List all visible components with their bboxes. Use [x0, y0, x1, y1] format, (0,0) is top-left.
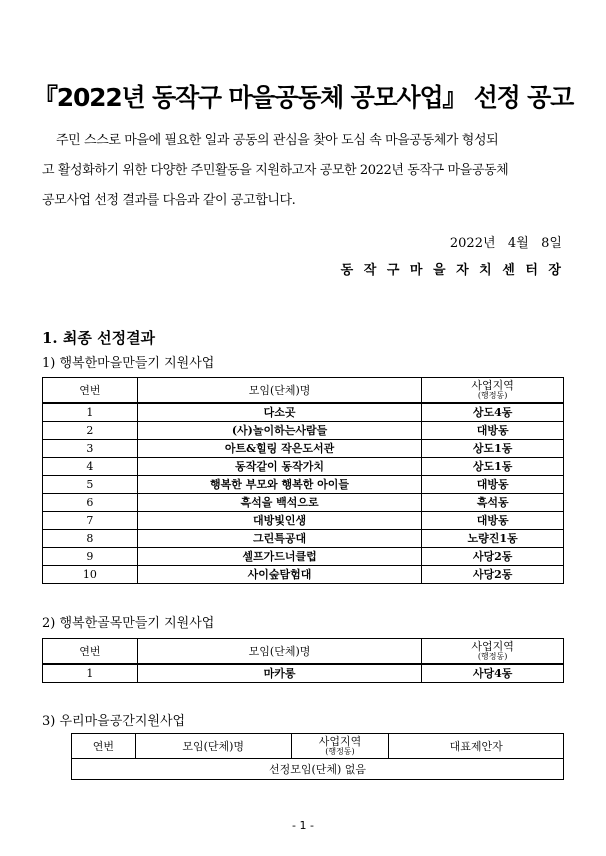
cell-no: 3	[43, 440, 138, 458]
cell-region: 상도4동	[422, 403, 564, 422]
col-header-representative: 대표제안자	[389, 734, 564, 759]
cell-no: 4	[43, 458, 138, 476]
cell-region: 흑석동	[422, 494, 564, 512]
intro-line-2: 고 활성화하기 위한 다양한 주민활동을 지원하고자 공모한 2022년 동작구 마을공동체	[42, 163, 509, 178]
col-header-no: 연번	[43, 639, 138, 665]
section-1-heading: 1. 최종 선정결과	[42, 329, 156, 347]
cell-region: 대방동	[422, 476, 564, 494]
table-row	[43, 440, 564, 458]
table-row	[43, 494, 564, 512]
page-number: - 1 -	[292, 819, 314, 832]
table-row	[43, 422, 564, 440]
cell-region: 사당4동	[422, 664, 564, 683]
subsection-1-heading: 1) 행복한마을만들기 지원사업	[42, 356, 215, 371]
empty-result: 선정모임(단체) 없음	[72, 759, 564, 780]
cell-region: 대방동	[422, 512, 564, 530]
cell-region: 상도1동	[422, 458, 564, 476]
cell-group: 셀프가드너클럽	[137, 548, 421, 566]
table-row	[43, 566, 564, 584]
cell-no: 1	[43, 403, 138, 422]
subsection-2-heading: 2) 행복한골목만들기 지원사업	[42, 616, 215, 631]
table-row	[43, 458, 564, 476]
cell-group: 아트&힐링 작은도서관	[137, 440, 421, 458]
cell-no: 5	[43, 476, 138, 494]
announcement-date: 2022년 4월 8일	[449, 236, 562, 251]
cell-group: 행복한 부모와 행복한 아이들	[137, 476, 421, 494]
document-title: 『2022년 동작구 마을공동체 공모사업』 선정 공고	[32, 83, 574, 112]
cell-group: 마카롱	[137, 664, 421, 683]
cell-group: (사)놀이하는사람들	[137, 422, 421, 440]
table-row	[43, 512, 564, 530]
col-header-region: 사업지역 (행정동)	[422, 639, 564, 665]
table-happy-alley	[42, 638, 564, 683]
issuing-organization: 동 작 구 마 을 자 치 센 터 장	[340, 263, 564, 278]
cell-group: 다소곳	[137, 403, 421, 422]
cell-region: 사당2동	[422, 566, 564, 584]
intro-paragraph	[42, 126, 572, 216]
intro-line-1: 주민 스스로 마을에 필요한 일과 공동의 관심을 찾아 도심 속 마을공동체가 형성되	[56, 133, 499, 148]
cell-region: 대방동	[422, 422, 564, 440]
cell-no: 8	[43, 530, 138, 548]
table-row	[43, 664, 564, 683]
cell-no: 7	[43, 512, 138, 530]
cell-region: 상도1동	[422, 440, 564, 458]
col-header-region: 사업지역 (행정동)	[291, 734, 389, 759]
table-row	[43, 476, 564, 494]
table-row	[43, 530, 564, 548]
cell-no: 9	[43, 548, 138, 566]
col-header-no: 연번	[43, 378, 138, 404]
cell-group: 사이숲탐험대	[137, 566, 421, 584]
col-header-group: 모임(단체)명	[137, 639, 421, 665]
table-row	[43, 403, 564, 422]
table-village-space	[71, 733, 564, 780]
intro-line-3: 공모사업 선정 결과를 다음과 같이 공고합니다.	[42, 193, 296, 208]
cell-no: 1	[43, 664, 138, 683]
table-row	[43, 548, 564, 566]
col-header-group: 모임(단체)명	[135, 734, 291, 759]
cell-region: 사당2동	[422, 548, 564, 566]
cell-no: 2	[43, 422, 138, 440]
col-header-group: 모임(단체)명	[137, 378, 421, 404]
table-happy-village	[42, 377, 564, 584]
cell-group: 그린특공대	[137, 530, 421, 548]
col-header-no: 연번	[72, 734, 136, 759]
subsection-3-heading: 3) 우리마을공간지원사업	[42, 714, 186, 729]
cell-no: 6	[43, 494, 138, 512]
cell-group: 대방빛인생	[137, 512, 421, 530]
cell-region: 노량진1동	[422, 530, 564, 548]
col-header-region: 사업지역 (행정동)	[422, 378, 564, 404]
cell-no: 10	[43, 566, 138, 584]
cell-group: 흑석을 백석으로	[137, 494, 421, 512]
cell-group: 동작같이 동작가치	[137, 458, 421, 476]
